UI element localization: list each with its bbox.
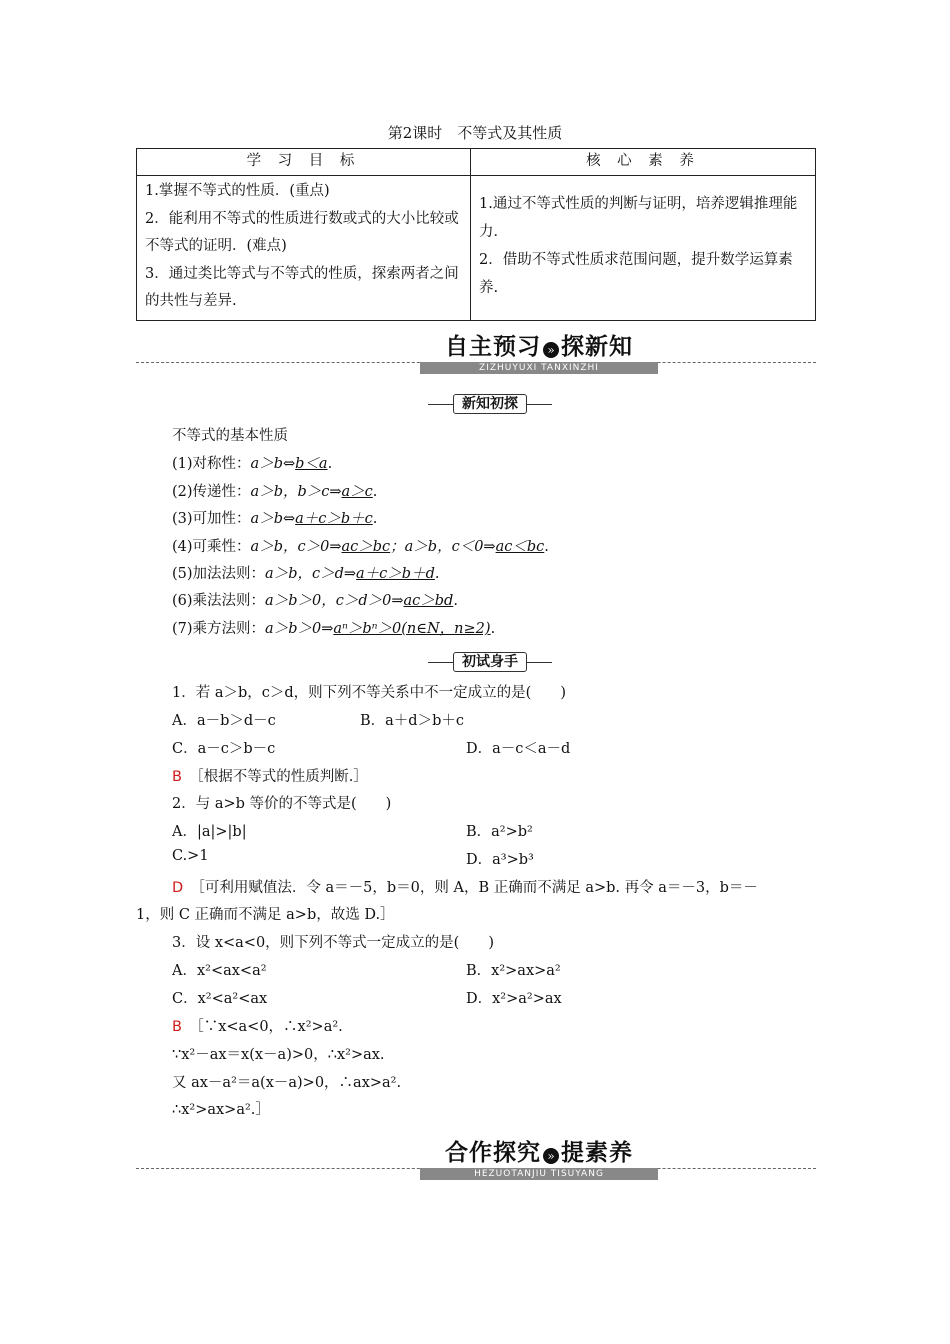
learning-goals-cell xyxy=(137,176,471,321)
goal-item: 3．通过类比等式与不等式的性质，探索两者之间的共性与差异. xyxy=(145,265,459,309)
q2-stem: 2．与 a>b 等价的不等式是( ) xyxy=(172,796,392,812)
property-3: (3)可加性：a＞b⇔a＋c＞b＋c. xyxy=(172,511,378,527)
page-title: 第2课时 不等式及其性质 xyxy=(387,124,563,142)
properties-heading: 不等式的基本性质 xyxy=(172,428,288,444)
section-label-first-try: 初试身手 xyxy=(428,652,552,668)
q2-answer-line: D ［可利用赋值法．令 a＝－5，b＝0，则 A，B 正确而不满足 a>b. 再令 a＝－3，b＝－ xyxy=(172,880,758,896)
q2-option-a: A．|a|>|b| xyxy=(172,824,247,840)
q1-answer-line: B ［根据不等式的性质判断.］ xyxy=(172,769,368,785)
q1-option-b: B．a＋d＞b＋c xyxy=(360,713,464,729)
goal-item: 1.掌握不等式的性质．(重点) xyxy=(145,183,330,199)
q2-option-d: D．a³>b³ xyxy=(466,852,534,868)
q3-explain-4: ∴x²>ax>a².］ xyxy=(172,1102,270,1118)
q1-option-c: C．a－c＞b－c xyxy=(172,741,276,757)
property-2: (2)传递性：a＞b，b＞c⇒a＞c. xyxy=(172,484,378,500)
q2-option-c: C.>1 xyxy=(172,848,209,864)
banner-pinyin: ZIZHUYUXI TANXINZHI xyxy=(420,362,658,374)
banner-main-text: 自主预习 xyxy=(445,334,541,360)
property-1: (1)对称性：a＞b⇔b＜a. xyxy=(172,456,333,472)
banner-main-text: 合作探究 xyxy=(445,1140,541,1166)
property-6: (6)乘法法则：a＞b＞0，c＞d＞0⇒ac＞bd. xyxy=(172,593,458,609)
q3-option-d: D．x²>a²>ax xyxy=(466,991,562,1007)
q2-option-b: B．a²>b² xyxy=(466,824,533,840)
q3-option-c: C．x²<a²<ax xyxy=(172,991,268,1007)
q3-option-b: B．x²>ax>a² xyxy=(466,963,561,979)
objectives-table xyxy=(136,148,816,321)
q1-answer: B xyxy=(172,769,182,785)
section-label-new-knowledge: 新知初探 xyxy=(428,394,552,410)
property-5: (5)加法法则：a＞b，c＞d⇒a＋c＞b＋d. xyxy=(172,566,440,582)
literacy-item: 2．借助不等式性质求范围问题，提升数学运算素养. xyxy=(479,252,793,296)
core-literacy-cell xyxy=(471,176,816,321)
q3-explain-2: ∵x²－ax＝x(x－a)>0，∴x²>ax. xyxy=(172,1047,385,1063)
q3-stem: 3．设 x<a<0，则下列不等式一定成立的是( ) xyxy=(172,935,494,951)
goal-item: 2．能利用不等式的性质进行数或式的大小比较或不等式的证明．(难点) xyxy=(145,210,459,254)
chevron-right-icon: » xyxy=(543,342,559,358)
banner-explore xyxy=(420,1134,658,1180)
header-core-literacy: 核 心 素 养 xyxy=(471,149,816,176)
property-4: (4)可乘性：a＞b，c＞0⇒ac＞bc；a＞b，c＜0⇒ac＜bc. xyxy=(172,539,549,555)
q3-option-a: A．x²<ax<a² xyxy=(172,963,267,979)
property-7: (7)乘方法则：a＞b＞0⇒aⁿ＞bⁿ＞0(n∈N，n≥2). xyxy=(172,621,496,637)
chevron-right-icon: » xyxy=(543,1148,559,1164)
banner-preview xyxy=(420,328,658,374)
q3-answer: B xyxy=(172,1019,182,1035)
q1-stem: 1．若 a＞b，c＞d，则下列不等关系中不一定成立的是( ) xyxy=(172,685,566,701)
literacy-item: 1.通过不等式性质的判断与证明，培养逻辑推理能力． xyxy=(479,196,798,240)
q1-option-a: A．a－b＞d－c xyxy=(172,713,276,729)
q3-explain-3: 又 ax－a²＝a(x－a)>0，∴ax>a². xyxy=(172,1075,402,1091)
q2-explain-cont: 1，则 C 正确而不满足 a>b，故选 D.］ xyxy=(136,907,395,923)
q1-option-d: D．a－c＜a－d xyxy=(466,741,571,757)
banner-pinyin: HEZUOTANJIU TISUYANG xyxy=(420,1168,658,1180)
q3-answer-line: B ［∵x<a<0，∴x²>a². xyxy=(172,1019,343,1035)
banner-strong-text: 探新知 xyxy=(561,334,633,360)
header-learning-goals: 学 习 目 标 xyxy=(137,149,471,176)
q2-answer: D xyxy=(172,880,184,896)
banner-strong-text: 提素养 xyxy=(561,1140,633,1166)
